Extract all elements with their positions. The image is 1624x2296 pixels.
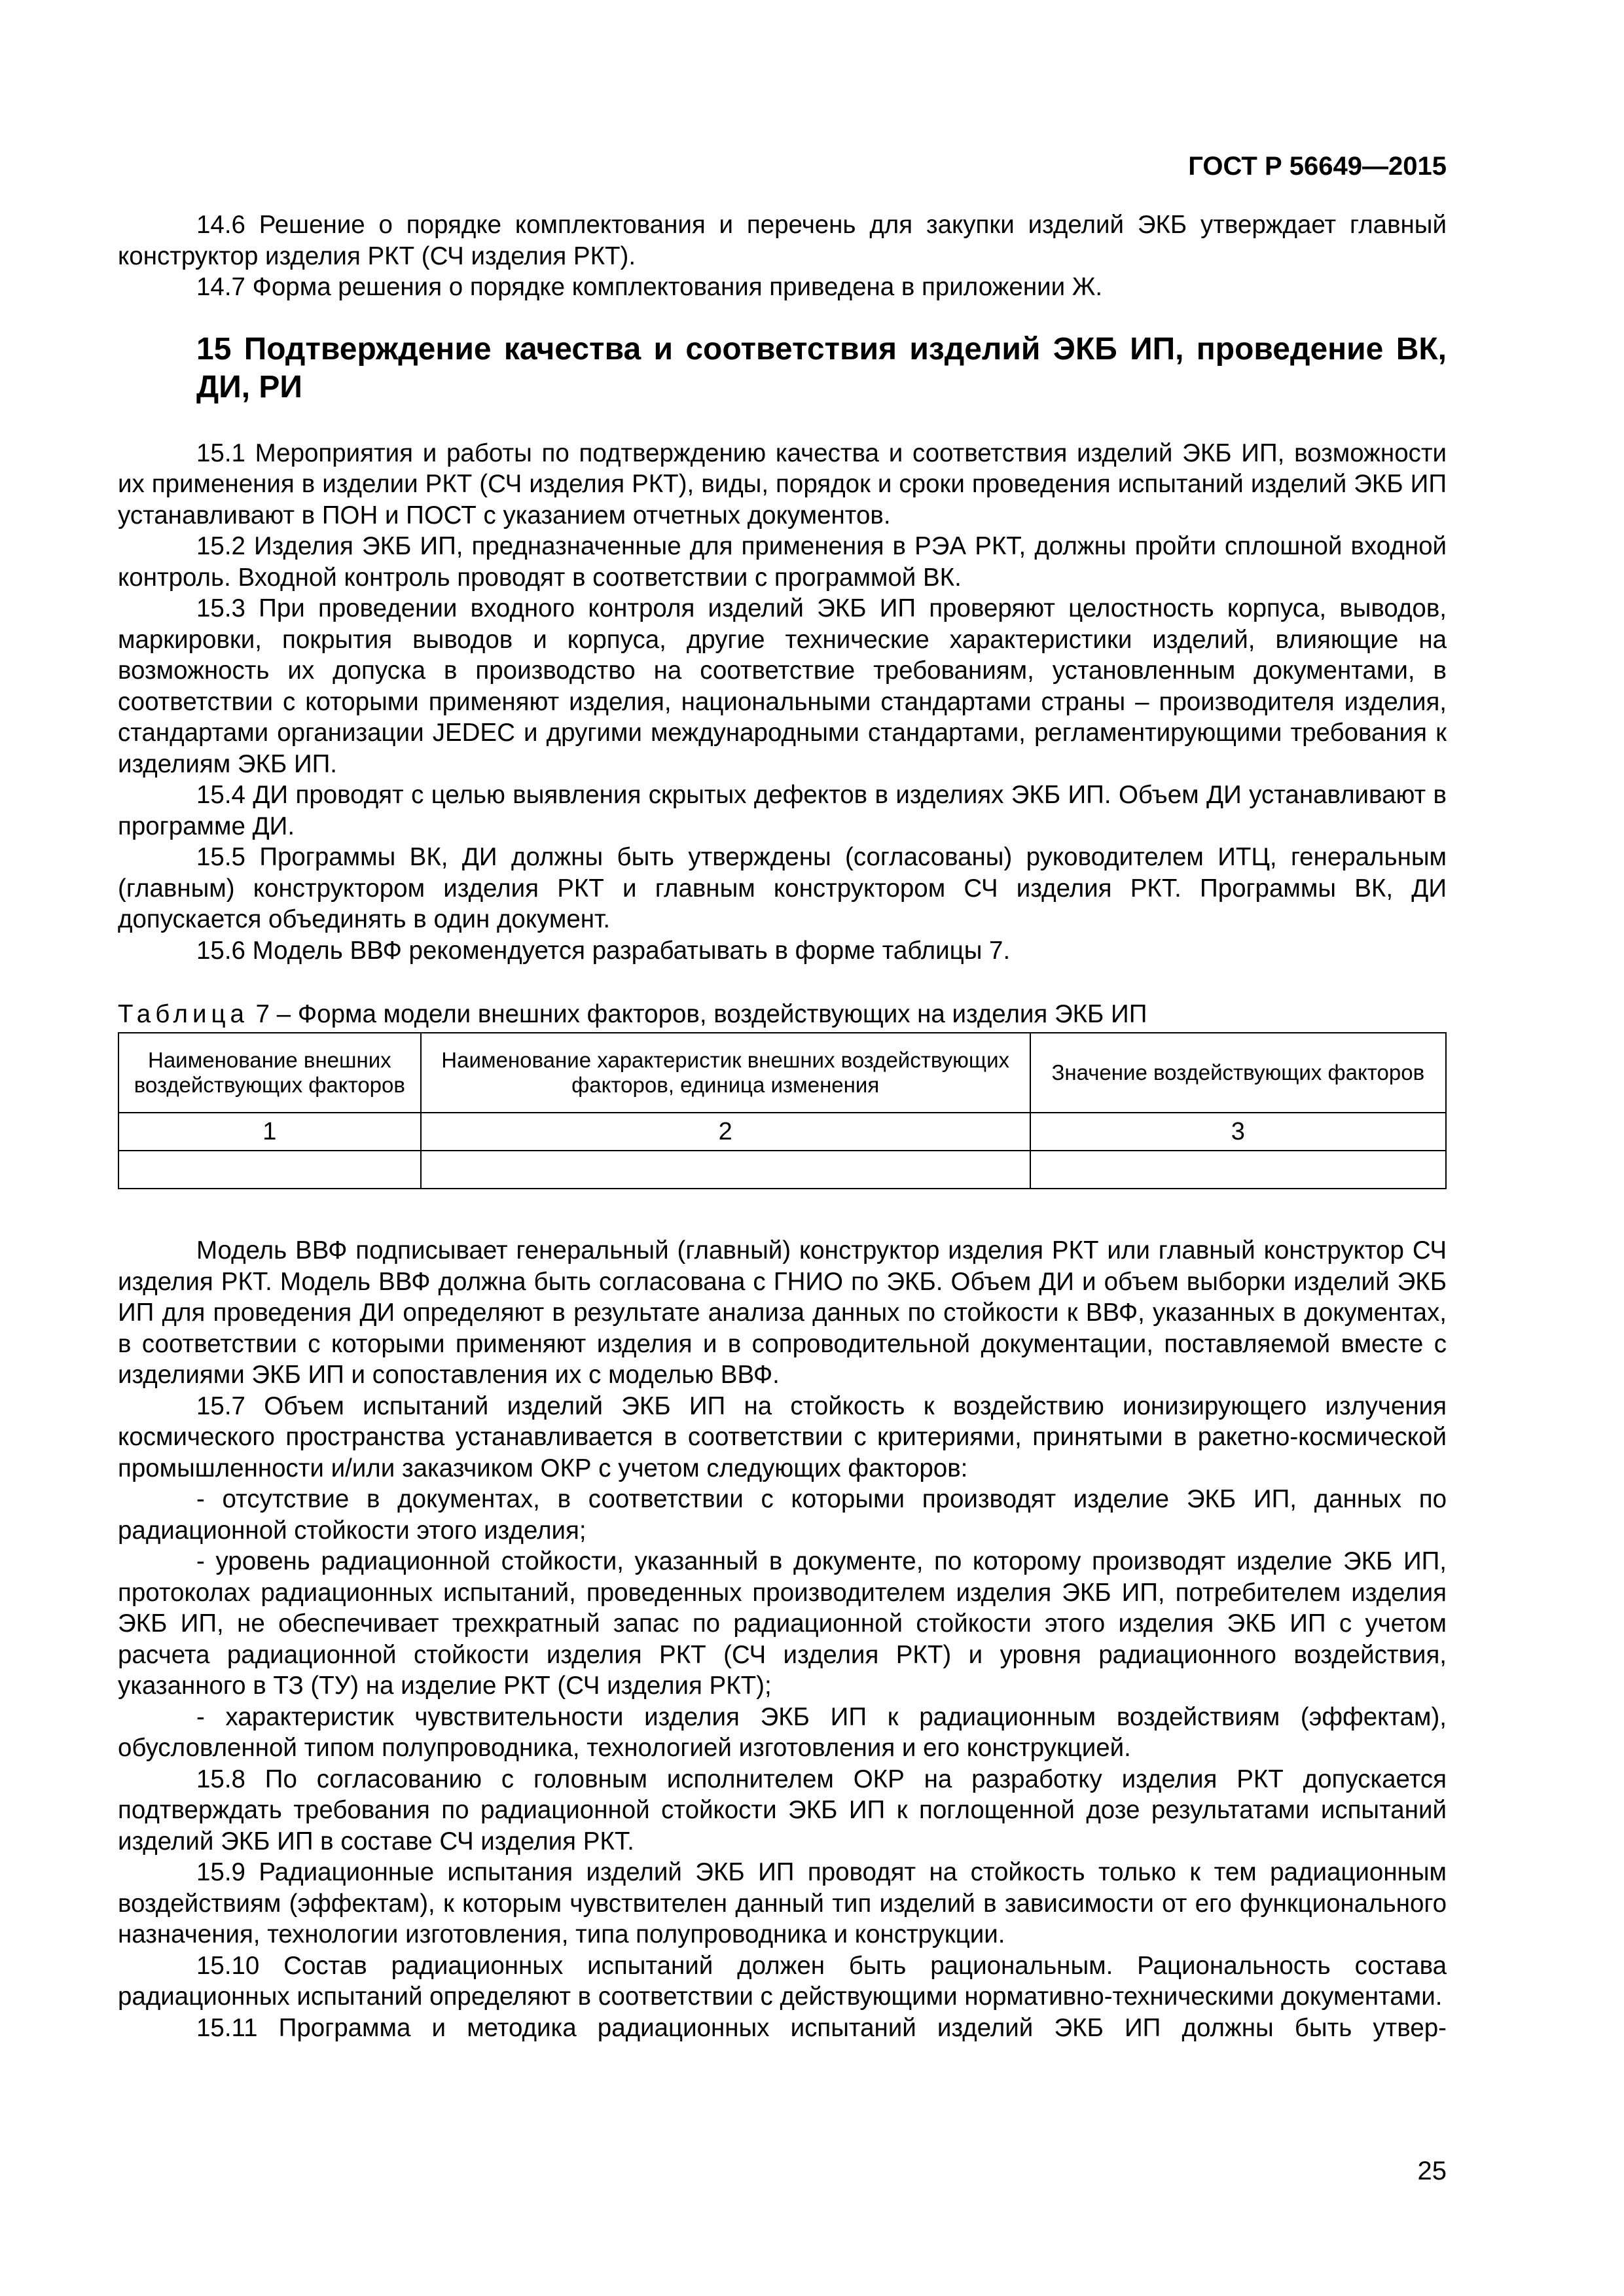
table-caption-text: 7 – Форма модели внешних факторов, воздействующих на изделия ЭКБ ИП [255,1000,1147,1028]
list-item-factor-1: - отсутствие в документах, в соответствии с которыми производят изделие ЭКБ ИП, данных по радиационной стойкости этого изделия; [118,1485,1447,1545]
table-col-number-2: 2 [421,1113,1030,1151]
table-empty-cell [118,1151,421,1189]
paragraph-15-4: 15.4 ДИ проводят с целью выявления скрытых дефектов в изделиях ЭКБ ИП. Объем ДИ устанавливают в программе ДИ. [118,781,1447,840]
table-7-caption [118,999,1447,1030]
page-content [118,209,1447,2043]
paragraph-15-10: 15.10 Состав радиационных испытаний должен быть рациональным. Рациональность состава радиационных испытаний определяют в соответствии с действующими нормативно-техническими документами. [118,1951,1447,2011]
paragraph-15-7: 15.7 Объем испытаний изделий ЭКБ ИП на стойкость к воздействию ионизирующего излучения космического пространства устанавливается в соответствии с критериями, принятыми в ракетно-космической промышленности и/или заказчиком ОКР с учетом следующих факторов: [118,1391,1447,1482]
paragraph-15-3: 15.3 При проведении входного контроля изделий ЭКБ ИП проверяют целостность корпуса, выводов, маркировки, покрытия выводов и корпуса, другие технические характеристики изделий, влияющие на возможность их допуска в производство на соответствие требованиям, установленным документами, в соответствии с которыми применяют изделия, национальными стандартами страны – производителя изделия, стандартами организации JEDEC и другими международными стандартами, регламентирующими требования к изделиям ЭКБ ИП. [118,594,1447,778]
table-7 [118,1032,1447,1189]
paragraph-15-1: 15.1 Мероприятия и работы по подтверждению качества и соответствия изделий ЭКБ ИП, возможности их применения в изделии РКТ (СЧ изделия РКТ), виды, порядок и сроки проведения испытаний изделий ЭКБ ИП устанавливают в ПОН и ПОСТ с указанием отчетных документов. [118,439,1447,529]
table-header-row [118,1033,1446,1113]
table-header-factors: Наименование внешних воздействующих факторов [118,1033,421,1113]
table-empty-cell [1030,1151,1446,1189]
post-table-text [118,1235,1447,2043]
list-item-factor-3: - характеристик чувствительности изделия ЭКБ ИП к радиационным воздействиям (эффектам), обусловленной типом полупроводника, технологией изготовления и его конструкцией. [118,1702,1447,1762]
section-15-title: 15 Подтверждение качества и соответствия изделий ЭКБ ИП, проведение ВК, ДИ, РИ [196,331,1447,404]
document-page [118,131,1447,2193]
table-col-number-3: 3 [1030,1113,1446,1151]
table-number-row [118,1113,1446,1151]
table-col-number-1: 1 [118,1113,421,1151]
list-item-factor-2: - уровень радиационной стойкости, указанный в документе, по которому производят изделие ЭКБ ИП, протоколах радиационных испытаний, проведенных производителем изделия ЭКБ ИП, потребителем изделия ЭКБ ИП, не обеспечивает трехкратный запас по радиационной стойкости этого изделия ЭКБ ИП с учетом расчета радиационной стойкости изделия РКТ (СЧ изделия РКТ) и уровня радиационного воздействия, указанного в ТЗ (ТУ) на изделие РКТ (СЧ изделия РКТ); [118,1547,1447,1700]
document-code: ГОСТ Р 56649—2015 [1188,152,1447,181]
paragraph-15-11: 15.11 Программа и методика радиационных испытаний изделий ЭКБ ИП должны быть утвер- [196,2013,1447,2042]
table-caption-label: Таблица [118,1000,249,1028]
table-header-values: Значение воздействующих факторов [1030,1033,1446,1113]
table-empty-row [118,1151,1446,1189]
paragraph-14-6: 14.6 Решение о порядке комплектования и перечень для закупки изделий ЭКБ утверждает главный конструктор изделия РКТ (СЧ изделия РКТ). [118,211,1447,270]
paragraph-14-7: 14.7 Форма решения о порядке комплектования приведена в приложении Ж. [196,273,1103,301]
table-header-characteristics: Наименование характеристик внешних воздействующих факторов, единица изменения [421,1033,1030,1113]
paragraph-15-8: 15.8 По согласованию с головным исполнителем ОКР на разработку изделия РКТ допускается подтверждать требования по радиационной стойкости ЭКБ ИП к поглощенной дозе результатами испытаний изделий ЭКБ ИП в составе СЧ изделия РКТ. [118,1765,1447,1856]
paragraph-15-9: 15.9 Радиационные испытания изделий ЭКБ ИП проводят на стойкость только к тем радиационным воздействиям (эффектам), к которым чувствителен данный тип изделий в зависимости от его функционального назначения, технологии изготовления, типа полупроводника и конструкции. [118,1858,1447,1948]
paragraph-15-5: 15.5 Программы ВК, ДИ должны быть утверждены (согласованы) руководителем ИТЦ, генеральным (главным) конструктором изделия РКТ и главным конструктором СЧ изделия РКТ. Программы ВК, ДИ допускается объединять в один документ. [118,843,1447,933]
paragraph-15-6: 15.6 Модель ВВФ рекомендуется разрабатывать в форме таблицы 7. [196,936,1011,965]
paragraph-15-2: 15.2 Изделия ЭКБ ИП, предназначенные для применения в РЭА РКТ, должны пройти сплошной входной контроль. Входной контроль проводят в соответствии с программой ВК. [118,532,1447,592]
page-number: 25 [1417,2157,1447,2185]
paragraph-vvf-model: Модель ВВФ подписывает генеральный (главный) конструктор изделия РКТ или главный конструктор СЧ изделия РКТ. Модель ВВФ должна быть согласована с ГНИО по ЭКБ. Объем ДИ и объем выборки изделий ЭКБ ИП для проведения ДИ определяют в результате анализа данных по стойкости к ВВФ, указанных в документах, в соответствии с которыми применяют изделия и в сопроводительной документации, поставляемой вместе с изделиями ЭКБ ИП и сопоставления их с моделью ВВФ. [118,1236,1447,1389]
table-empty-cell [421,1151,1030,1189]
